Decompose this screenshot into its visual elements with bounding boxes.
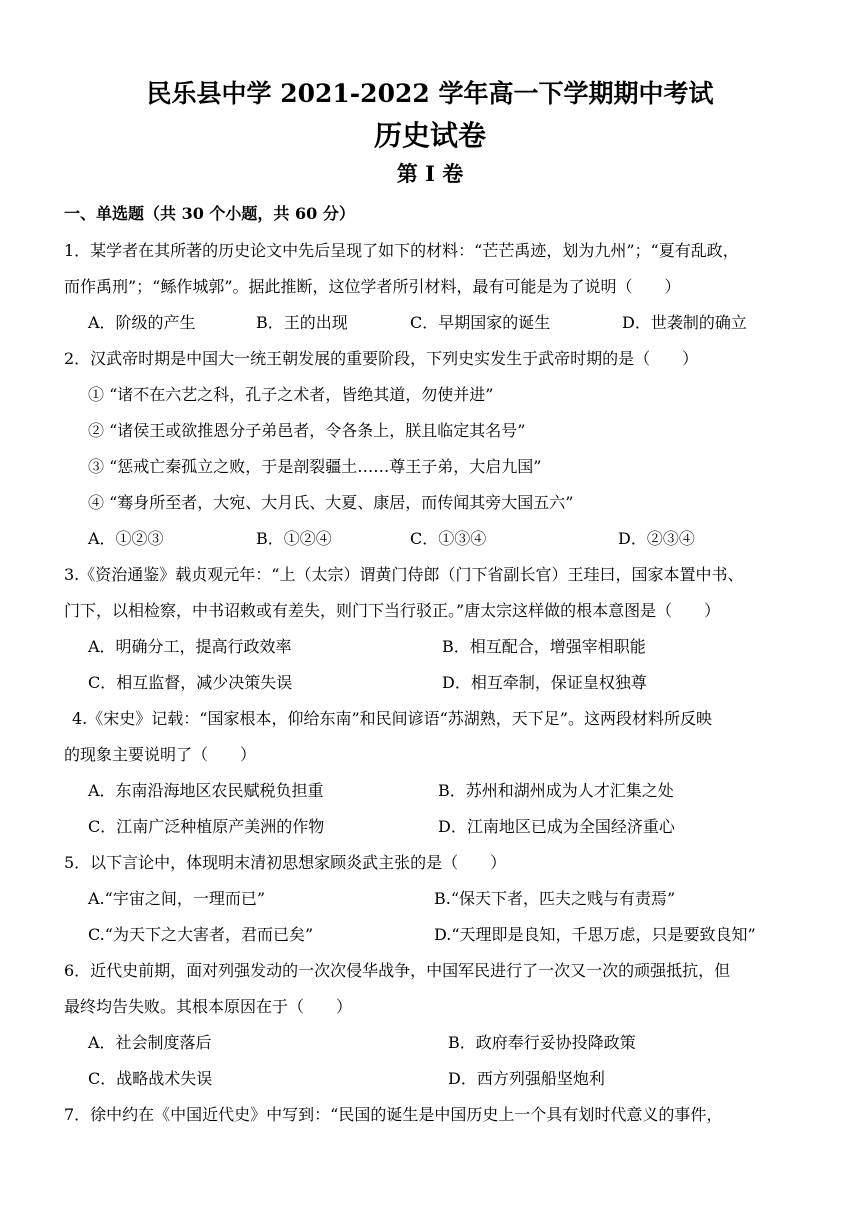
question-2-option-d: D．②③④ bbox=[618, 529, 695, 548]
question-6-line-2: 最终均告失败。其根本原因在于（ ） bbox=[64, 997, 353, 1016]
question-1-option-a: A．阶级的产生 bbox=[88, 313, 196, 332]
question-4-option-b: B．苏州和湖州成为人才汇集之处 bbox=[438, 781, 674, 800]
question-4-line-1: 4.《宋史》记载：“国家根本，仰给东南”和民间谚语“苏湖熟，天下足”。这两段材料所反映 bbox=[72, 709, 712, 728]
question-1-option-c: C．早期国家的诞生 bbox=[410, 313, 551, 332]
exam-volume: 第 I 卷 bbox=[396, 161, 464, 186]
question-2-item-4: ④ “骞身所至者，大宛、大月氏、大夏、康居，而传闻其旁大国五六” bbox=[88, 493, 574, 512]
question-2-option-c: C．①③④ bbox=[410, 529, 487, 548]
question-6-option-d: D．西方列强船坚炮利 bbox=[448, 1069, 605, 1088]
question-5-option-d: D.“天理即是良知，千思万虑，只是要致良知” bbox=[434, 925, 756, 944]
question-1-option-d: D．世袭制的确立 bbox=[622, 313, 747, 332]
question-6-option-c: C．战略战术失误 bbox=[88, 1069, 213, 1088]
question-2-option-a: A．①②③ bbox=[88, 529, 164, 548]
question-4-option-d: D．江南地区已成为全国经济重心 bbox=[438, 817, 675, 836]
question-2-item-2: ② “诸侯王或欲推恩分子弟邑者，令各条上，朕且临定其名号” bbox=[88, 421, 526, 440]
question-5-option-c: C.“为天下之大害者，君而已矣” bbox=[88, 925, 314, 944]
question-6-option-a: A．社会制度落后 bbox=[88, 1033, 212, 1052]
question-2-item-1: ① “诸不在六艺之科，孔子之术者，皆绝其道，勿使并进” bbox=[88, 385, 494, 404]
question-2-item-3: ③ “惩戒亡秦孤立之败，于是剖裂疆土……尊王子弟，大启九国” bbox=[88, 457, 542, 476]
question-7-line-1: 7．徐中约在《中国近代史》中写到：“民国的诞生是中国历史上一个具有划时代意义的事件， bbox=[64, 1105, 723, 1124]
question-6-line-1: 6．近代史前期，面对列强发动的一次次侵华战争，中国军民进行了一次又一次的顽强抵抗，但 bbox=[64, 961, 731, 980]
question-4-line-2: 的现象主要说明了（ ） bbox=[64, 745, 257, 764]
question-1-line-1: 1．某学者在其所著的历史论文中先后呈现了如下的材料：“芒芒禹迹，划为九州”；“夏有乱政， bbox=[64, 241, 739, 260]
question-6-option-b: B．政府奉行妥协投降政策 bbox=[448, 1033, 636, 1052]
question-3-option-d: D．相互牵制，保证皇权独尊 bbox=[442, 673, 647, 692]
exam-subject: 历史试卷 bbox=[373, 119, 486, 152]
section-heading: 一、单选题（共 30 个小题，共 60 分） bbox=[64, 204, 355, 223]
question-5-option-a: A.“宇宙之间，一理而已” bbox=[88, 889, 266, 908]
question-3-option-a: A．明确分工，提高行政效率 bbox=[88, 637, 292, 656]
question-5-stem: 5．以下言论中，体现明末清初思想家顾炎武主张的是（ ） bbox=[64, 853, 507, 872]
question-3-line-2: 门下，以相检察，中书诏敕或有差失，则门下当行驳正。”唐太宗这样做的根本意图是（ ） bbox=[64, 601, 721, 620]
question-2-stem: 2．汉武帝时期是中国大一统王朝发展的重要阶段，下列史实发生于武帝时期的是（ ） bbox=[64, 349, 699, 368]
question-3-option-b: B．相互配合，增强宰相职能 bbox=[442, 637, 646, 656]
exam-title: 民乐县中学 2021-2022 学年高一下学期期中考试 bbox=[146, 79, 714, 108]
question-3-line-1: 3.《资治通鉴》载贞观元年：“上（太宗）谓黄门侍郎（门下省副长官）王珪曰，国家本置中书、 bbox=[64, 565, 744, 584]
question-3-option-c: C．相互监督，减少决策失误 bbox=[88, 673, 293, 692]
question-4-option-c: C．江南广泛种植原产美洲的作物 bbox=[88, 817, 325, 836]
question-1-option-b: B．王的出现 bbox=[256, 313, 348, 332]
question-1-line-2: 而作禹刑”；“鲧作城郭”。据此推断，这位学者所引材料，最有可能是为了说明（ ） bbox=[64, 277, 681, 296]
question-5-option-b: B.“保天下者，匹夫之贱与有责焉” bbox=[434, 889, 676, 908]
question-2-option-b: B．①②④ bbox=[256, 529, 332, 548]
question-4-option-a: A．东南沿海地区农民赋税负担重 bbox=[88, 781, 324, 800]
